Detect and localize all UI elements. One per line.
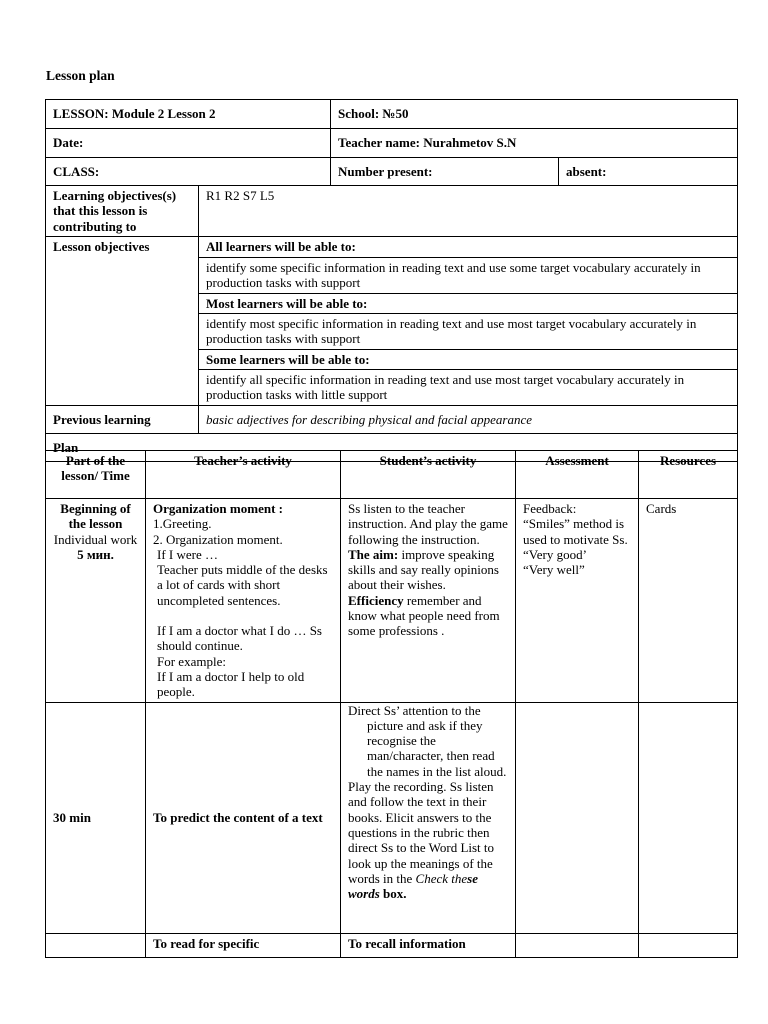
row1-teacher-line: 2. Organization moment. [153,531,283,547]
row1-teacher-line: Teacher puts middle of the desks a lot of cards with short uncompleted sentences. [157,562,328,608]
row1-teacher-spacer [153,608,333,623]
some-learners-text: identify all specific information in reading text and use most target vocabulary accurately in production tasks with little support [199,370,738,406]
row1-teacher-line: If I am a doctor I help to old people. [157,668,305,700]
row2-student-line: Direct Ss’ attention to the [348,702,481,718]
row1-teacher [146,499,341,703]
col-header-resources: Resources [639,451,738,499]
row1-assessment-line: “Very well” [523,562,585,578]
teacher-cell: Teacher name: Nurahmetov S.N [331,129,738,158]
row3-time [46,933,146,957]
col-header-teacher: Teacher’s activity [146,451,341,499]
absent-cell: absent: [559,158,738,186]
class-cell: CLASS: [46,158,331,186]
row1-assessment-line: “Very good’ [523,546,587,562]
row2-time: 30 min [46,702,146,933]
most-learners-heading: Most learners will be able to: [199,293,738,313]
row1-assessment [516,499,639,703]
row3-resources [639,933,738,957]
row2-student-recording: Play the recording. Ss listen and follow the text in their books. Elicit answers to the questions in the rubric then direct Ss to the Word List to look up the meanings of the words in the Check these words box. [348,779,495,902]
lesson-objectives-label: Lesson objectives [46,236,199,405]
row1-part-time: 5 мин. [77,546,114,562]
learning-objectives-value: R1 R2 S7 L5 [199,186,738,237]
all-learners-text: identify some specific information in reading text and use some target vocabulary accurately in production tasks with support [199,257,738,293]
row1-teacher-line: If I were … [157,546,218,562]
all-learners-heading: All learners will be able to: [199,236,738,257]
school-cell: School: №50 [331,100,738,129]
row1-student [341,499,516,703]
col-header-part: Part of the lesson/ Time [46,451,146,499]
lesson-cell: LESSON: Module 2 Lesson 2 [46,100,331,129]
col-header-assessment: Assessment [516,451,639,499]
row1-part [46,499,146,703]
learning-objectives-label: Learning objectives(s) that this lesson is contributing to [46,186,199,237]
header-table [45,99,737,462]
row2-teacher: To predict the content of a text [146,702,341,933]
row3-assessment [516,933,639,957]
document-title: Lesson plan [46,68,115,83]
row1-student-efficiency: Efficiency remember and know what people need from some professions . [348,592,500,639]
row1-part-title: Beginning of the lesson [60,501,131,532]
previous-learning-text: basic adjectives for describing physical and facial appearance [199,405,738,433]
row1-student-aim: The aim: improve speaking skills and say really opinions about their wishes. [348,546,499,593]
row1-teacher-line: For example: [157,653,226,669]
row2-student-line: picture and ask if they recognise the man/character, then read the names in the list aloud. [367,717,507,779]
plan-title: Plan [46,433,738,461]
col-header-student: Student’s activity [341,451,516,499]
row1-resources: Cards [639,499,738,703]
row3-student: To recall information [341,933,516,957]
row1-teacher-line: 1.Greeting. [153,516,212,532]
row1-student-intro: Ss listen to the teacher instruction. And play the game following the instruction. [348,501,508,547]
row2-resources [639,702,738,933]
row2-assessment [516,702,639,933]
row3-teacher: To read for specific [146,933,341,957]
row1-assessment-line: “Smiles” method is used to motivate Ss. [523,516,628,547]
some-learners-heading: Some learners will be able to: [199,349,738,369]
row1-assessment-line: Feedback: [523,501,577,516]
number-present-cell: Number present: [331,158,559,186]
most-learners-text: identify most specific information in reading text and use most target vocabulary accurately in production tasks with support [199,314,738,350]
row1-teacher-title: Organization moment : [153,501,283,516]
row1-part-mode: Individual work [53,531,138,547]
plan-table [45,450,737,958]
date-cell: Date: [46,129,331,158]
row1-teacher-line: If I am a doctor what I do … Ss should continue. [157,623,322,654]
row2-student [341,702,516,933]
previous-learning-label: Previous learning [46,405,199,433]
